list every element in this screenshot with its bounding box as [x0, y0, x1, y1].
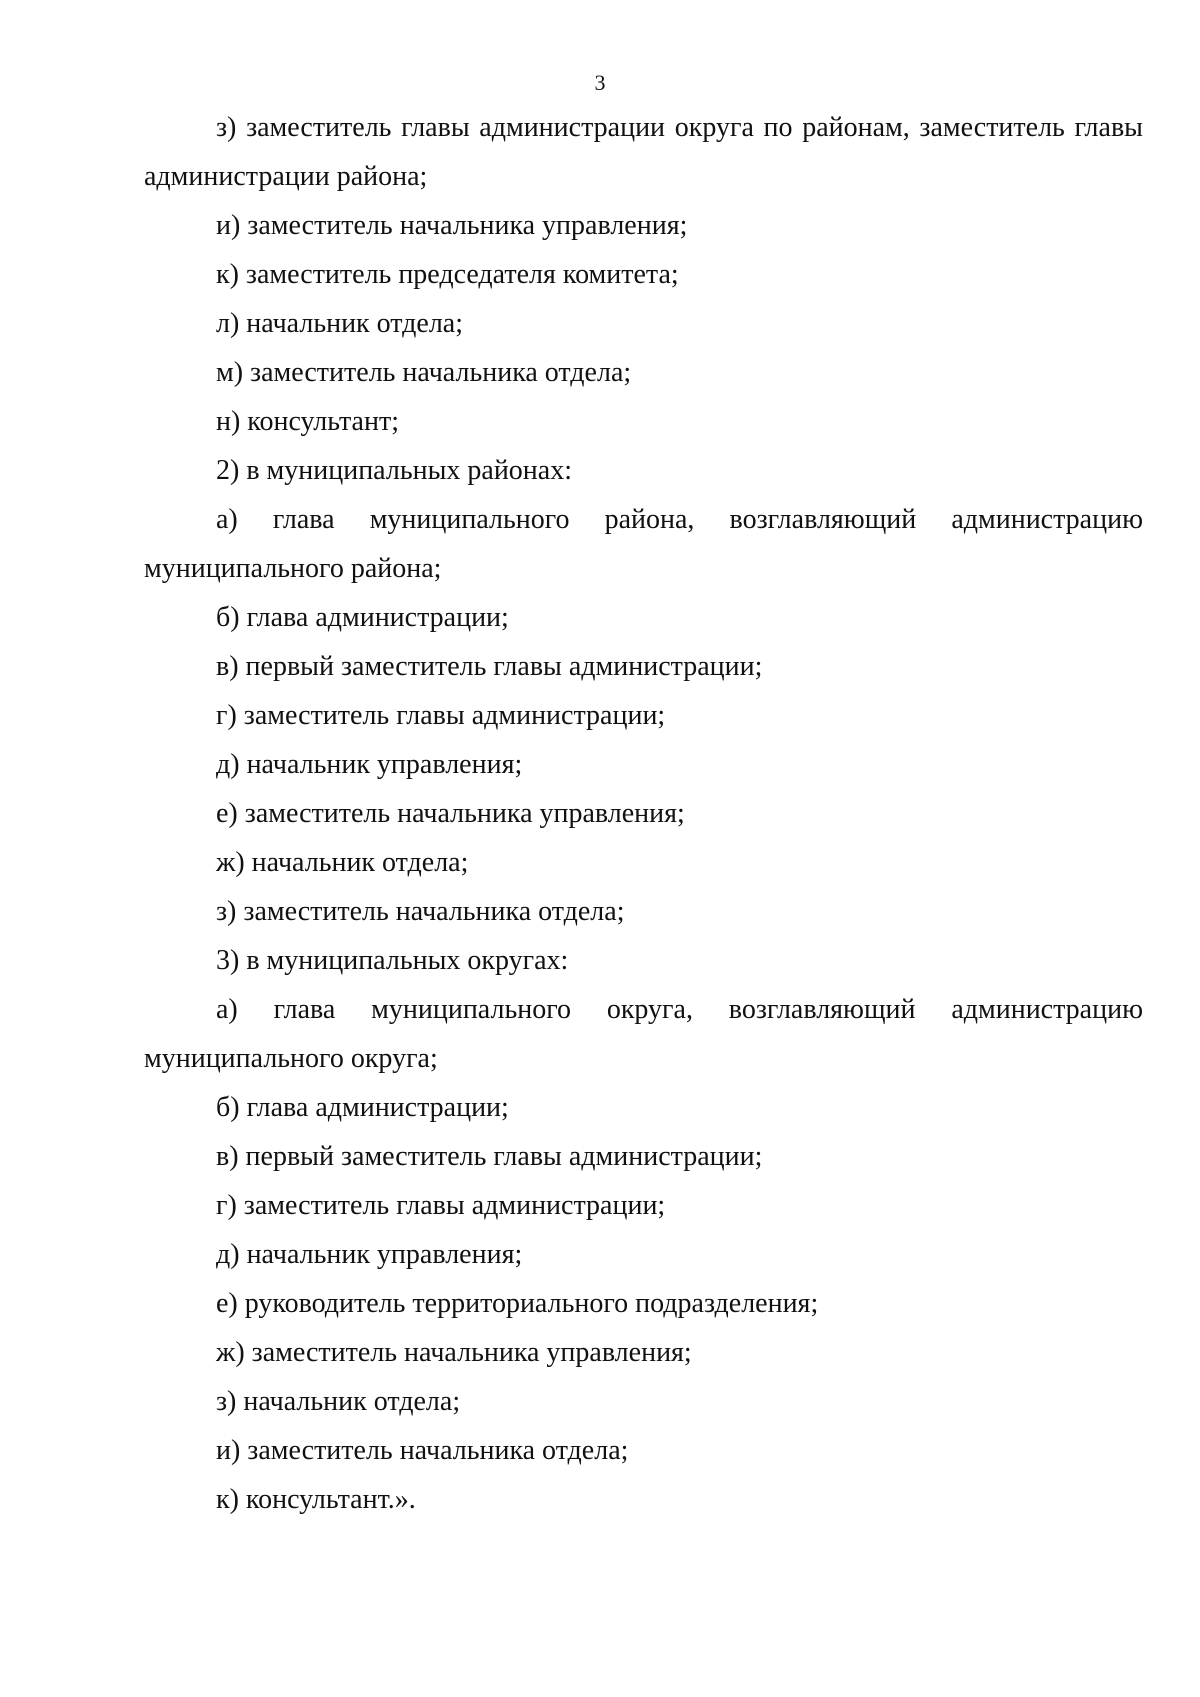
list-item: к) консультант.».	[216, 1484, 416, 1515]
list-item: в) первый заместитель главы администрации;	[216, 651, 763, 682]
list-item: л) начальник отдела;	[216, 308, 464, 339]
list-item: е) руководитель территориального подразделения;	[216, 1288, 819, 1319]
list-item: з) заместитель главы администрации округа по районам, заместитель главы администрации района;	[144, 112, 1143, 192]
list-item: в) первый заместитель главы администрации;	[216, 1141, 763, 1172]
section-heading: 2) в муниципальных районах:	[216, 455, 573, 486]
list-item: г) заместитель главы администрации;	[216, 1190, 666, 1221]
list-item: г) заместитель главы администрации;	[216, 700, 666, 731]
section-heading: 3) в муниципальных округах:	[216, 945, 569, 976]
list-item: б) глава администрации;	[216, 602, 509, 633]
page-number: 3	[594, 70, 606, 95]
list-item: б) глава администрации;	[216, 1092, 509, 1123]
list-item: а) глава муниципального округа, возглавляющий администрацию муниципального округа;	[144, 994, 1143, 1074]
list-item: з) начальник отдела;	[216, 1386, 461, 1417]
list-item: к) заместитель председателя комитета;	[216, 259, 679, 290]
list-item: е) заместитель начальника управления;	[216, 798, 685, 829]
list-item: и) заместитель начальника управления;	[216, 210, 688, 241]
list-item: д) начальник управления;	[216, 749, 523, 780]
list-item: м) заместитель начальника отдела;	[216, 357, 632, 388]
list-item: и) заместитель начальника отдела;	[216, 1435, 629, 1466]
list-item: ж) заместитель начальника управления;	[216, 1337, 692, 1368]
document-body	[144, 103, 1143, 1524]
list-item: н) консультант;	[216, 406, 399, 437]
list-item: ж) начальник отдела;	[216, 847, 469, 878]
list-item: а) глава муниципального района, возглавляющий администрацию муниципального района;	[144, 504, 1143, 584]
list-item: з) заместитель начальника отдела;	[216, 896, 625, 927]
list-item: д) начальник управления;	[216, 1239, 523, 1270]
